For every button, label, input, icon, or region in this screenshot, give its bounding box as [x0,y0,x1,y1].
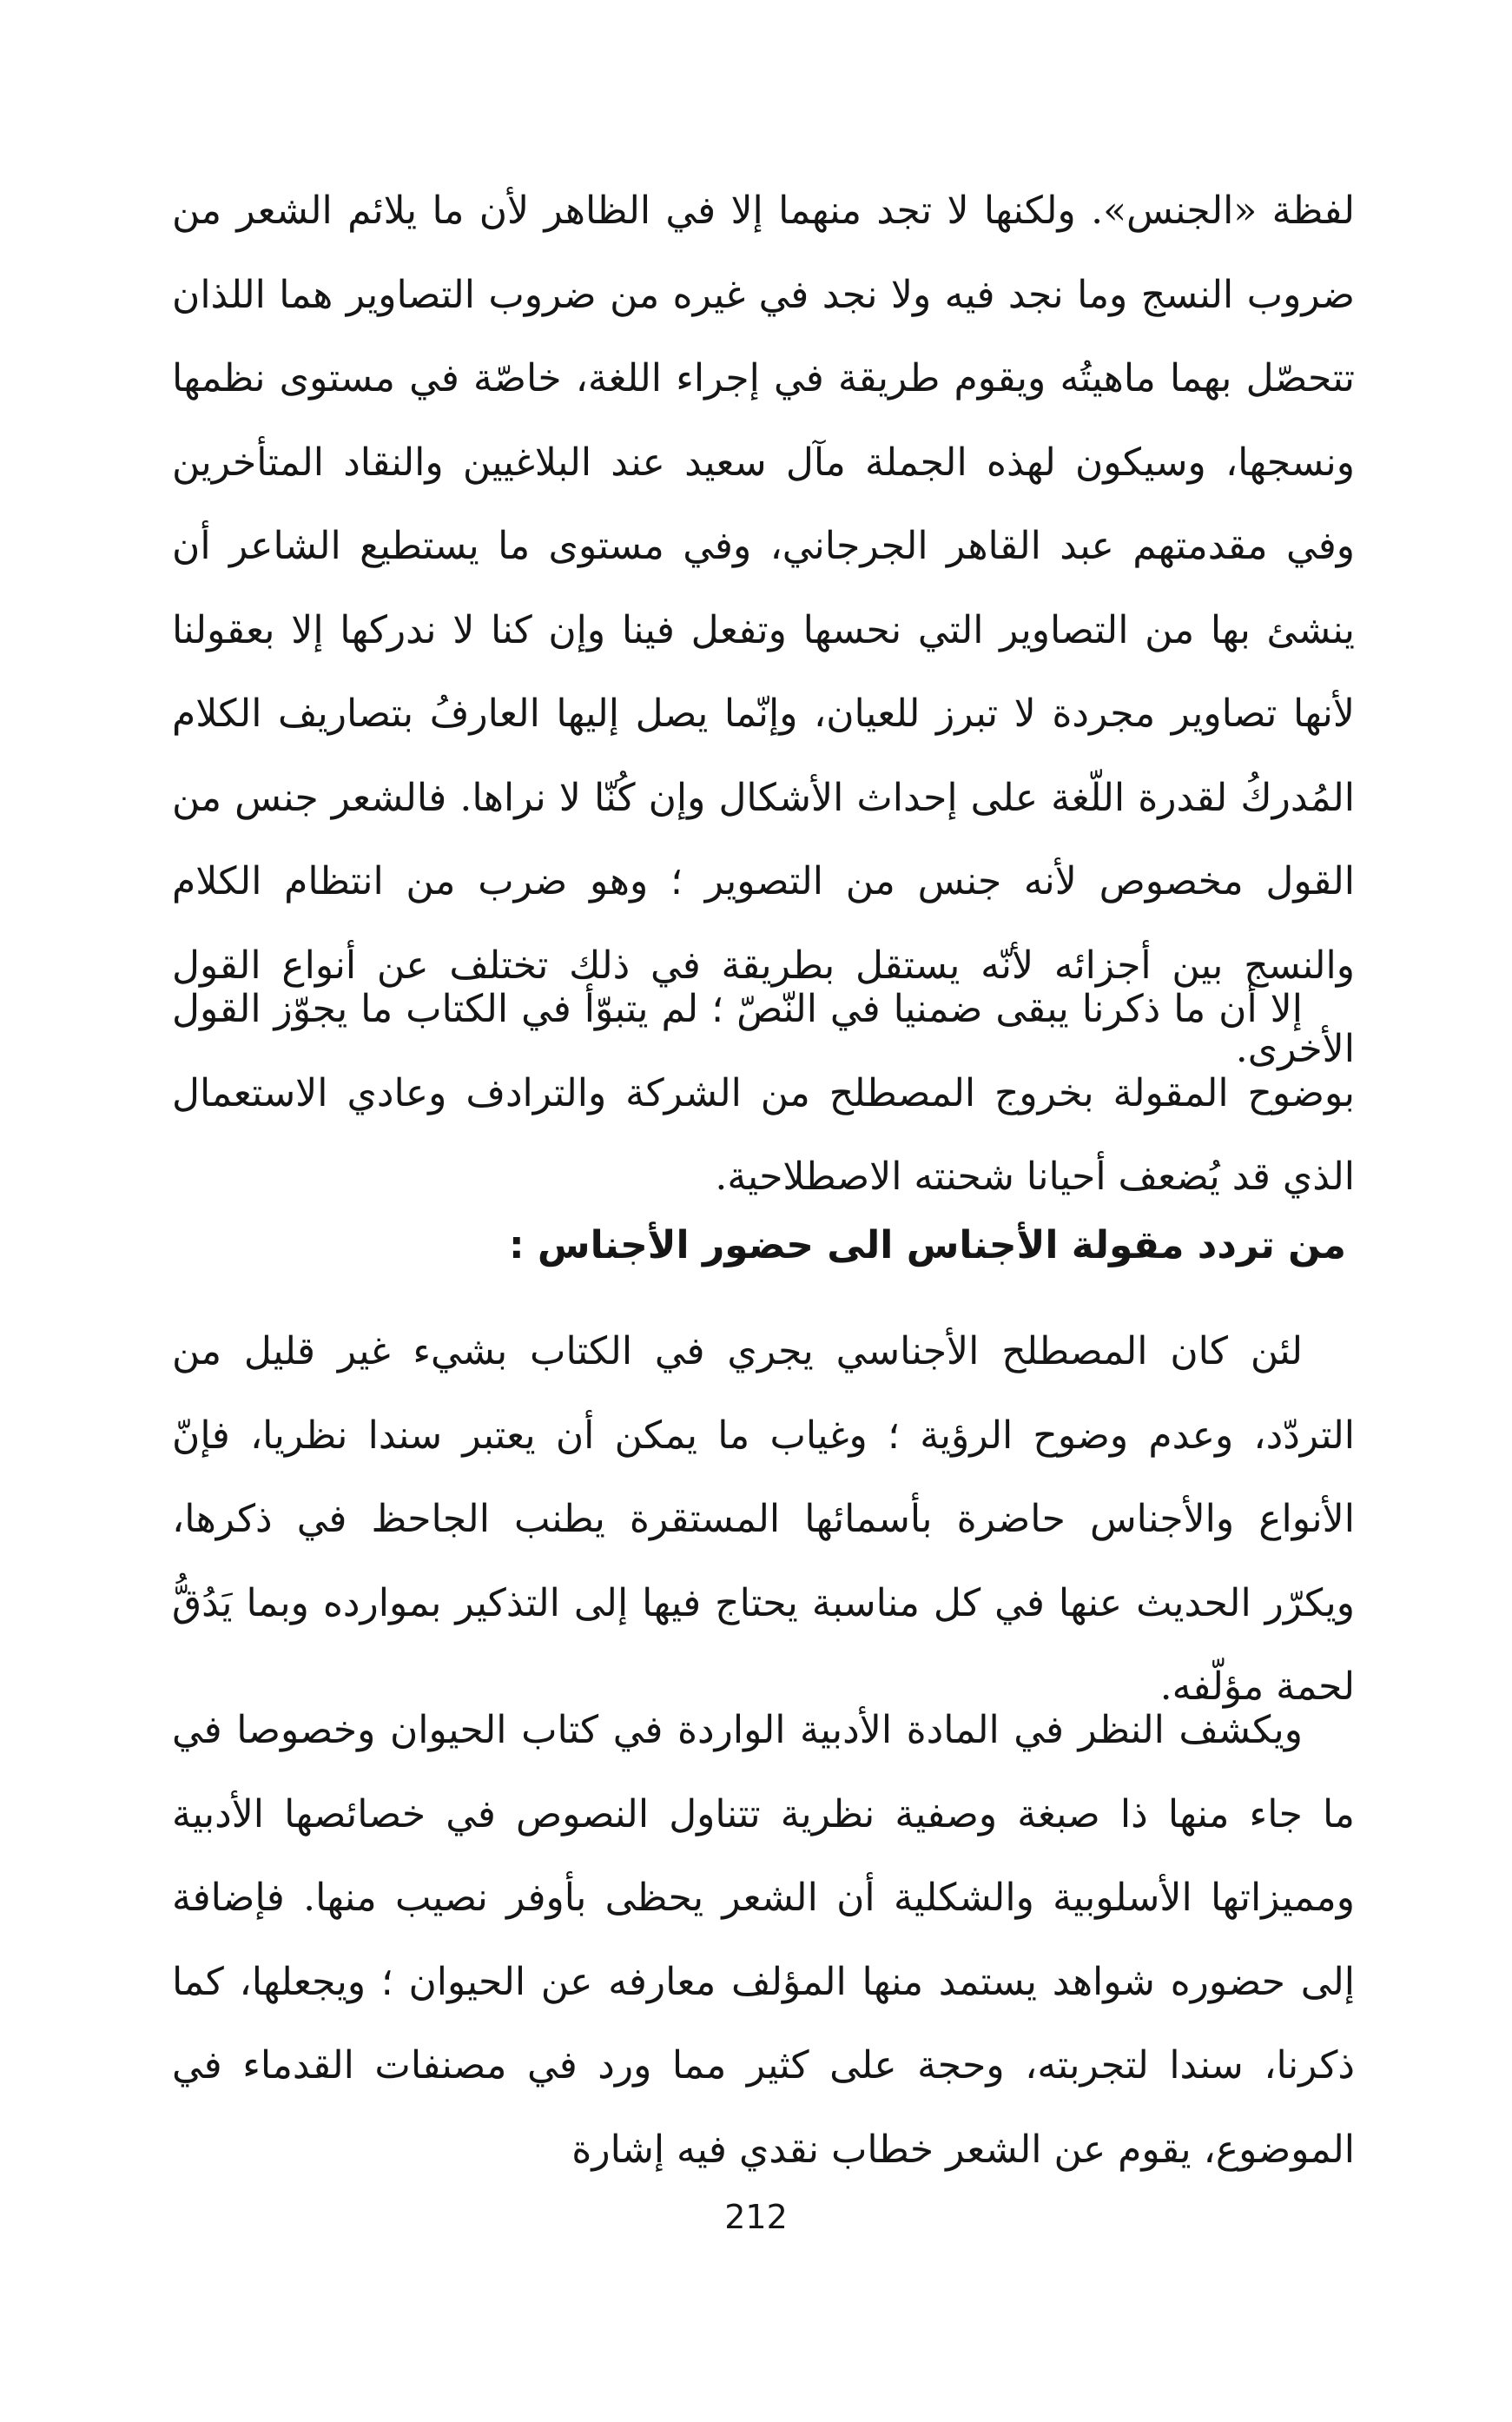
paragraph-genres-presence [172,1310,1355,1730]
paragraph-text: ويكشف النظر في المادة الأدبية الواردة في كتاب الحيوان وخصوصا في ما جاء منها ذا صبغة وصفية نظرية تتناول النصوص في خصائصها الأدبية ومميزاتها الأسلوبية والشكلية أن الشعر يحظى بأوفر نصيب منها. فإضافة إلى حضوره شواهد يستمد منها المؤلف معارفه عن الحيوان ؛ ويجعلها، كما ذكرنا، سندا لتجربته، وحجة على كثير مما ورد في مصنفات القدماء في الموضوع، يقوم عن الشعر خطاب نقدي فيه إشارة [172,1708,1355,2172]
paragraph-literary-material [172,1689,1355,2192]
section-heading: من تردد مقولة الأجناس الى حضور الأجناس : [508,1223,1346,1267]
page-number: 212 [724,2198,788,2236]
paragraph-implicit-term [172,968,1355,1220]
paragraph-text: لفظة «الجنس». ولكنها لا تجد منهما إلا في الظاهر لأن ما يلائم الشعر من ضروب النسج وما نجد فيه ولا نجد في غيره من ضروب التصاوير هما اللذان تتحصّل بهما ماهيتُه ويقوم طريقة في إجراء اللغة، خاصّة في مستوى نظمها ونسجها، وسيكون لهذه الجملة مآل سعيد عند البلاغيين والنقاد المتأخرين وفي مقدمتهم عبد القاهر الجرجاني، وفي مستوى ما يستطيع الشاعر أن ينشئ بها من التصاوير التي نحسها وتفعل فينا وإن كنا لا ندركها إلا بعقولنا لأنها تصاوير مجردة لا تبرز للعيان، وإنّما يصل إليها العارفُ بتصاريف الكلام المُدركُ لقدرة اللّغة على إحداث الأشكال وإن كُنّا لا نراها. فالشعر جنس من القول مخصوص لأنه جنس من التصوير ؛ وهو ضرب من انتظام الكلام والنسج بين أجزائه لأنّه يستقل بطريقة في ذلك تختلف عن أنواع القول الأخرى. [172,189,1355,1071]
paragraph-text: إلا أن ما ذكرنا يبقى ضمنيا في النّصّ ؛ لم يتبوّأ في الكتاب ما يجوّز القول بوضوح المقولة بخروج المصطلح من الشركة والترادف وعادي الاستعمال الذي قد يُضعف أحيانا شحنته الاصطلاحية. [172,987,1355,1199]
paragraph-genre-poetry [172,169,1355,1092]
paragraph-text: لئن كان المصطلح الأجناسي يجري في الكتاب بشيء غير قليل من التردّد، وعدم وضوح الرؤية ؛ وغياب ما يمكن أن يعتبر سندا نظريا، فإنّ الأنواع والأجناس حاضرة بأسمائها المستقرة يطنب الجاحظ في ذكرها، ويكرّر الحديث عنها في كل مناسبة يحتاج فيها إلى التذكير بموارده وبما يَدُقُّ لحمة مؤلّفه. [172,1329,1355,1709]
